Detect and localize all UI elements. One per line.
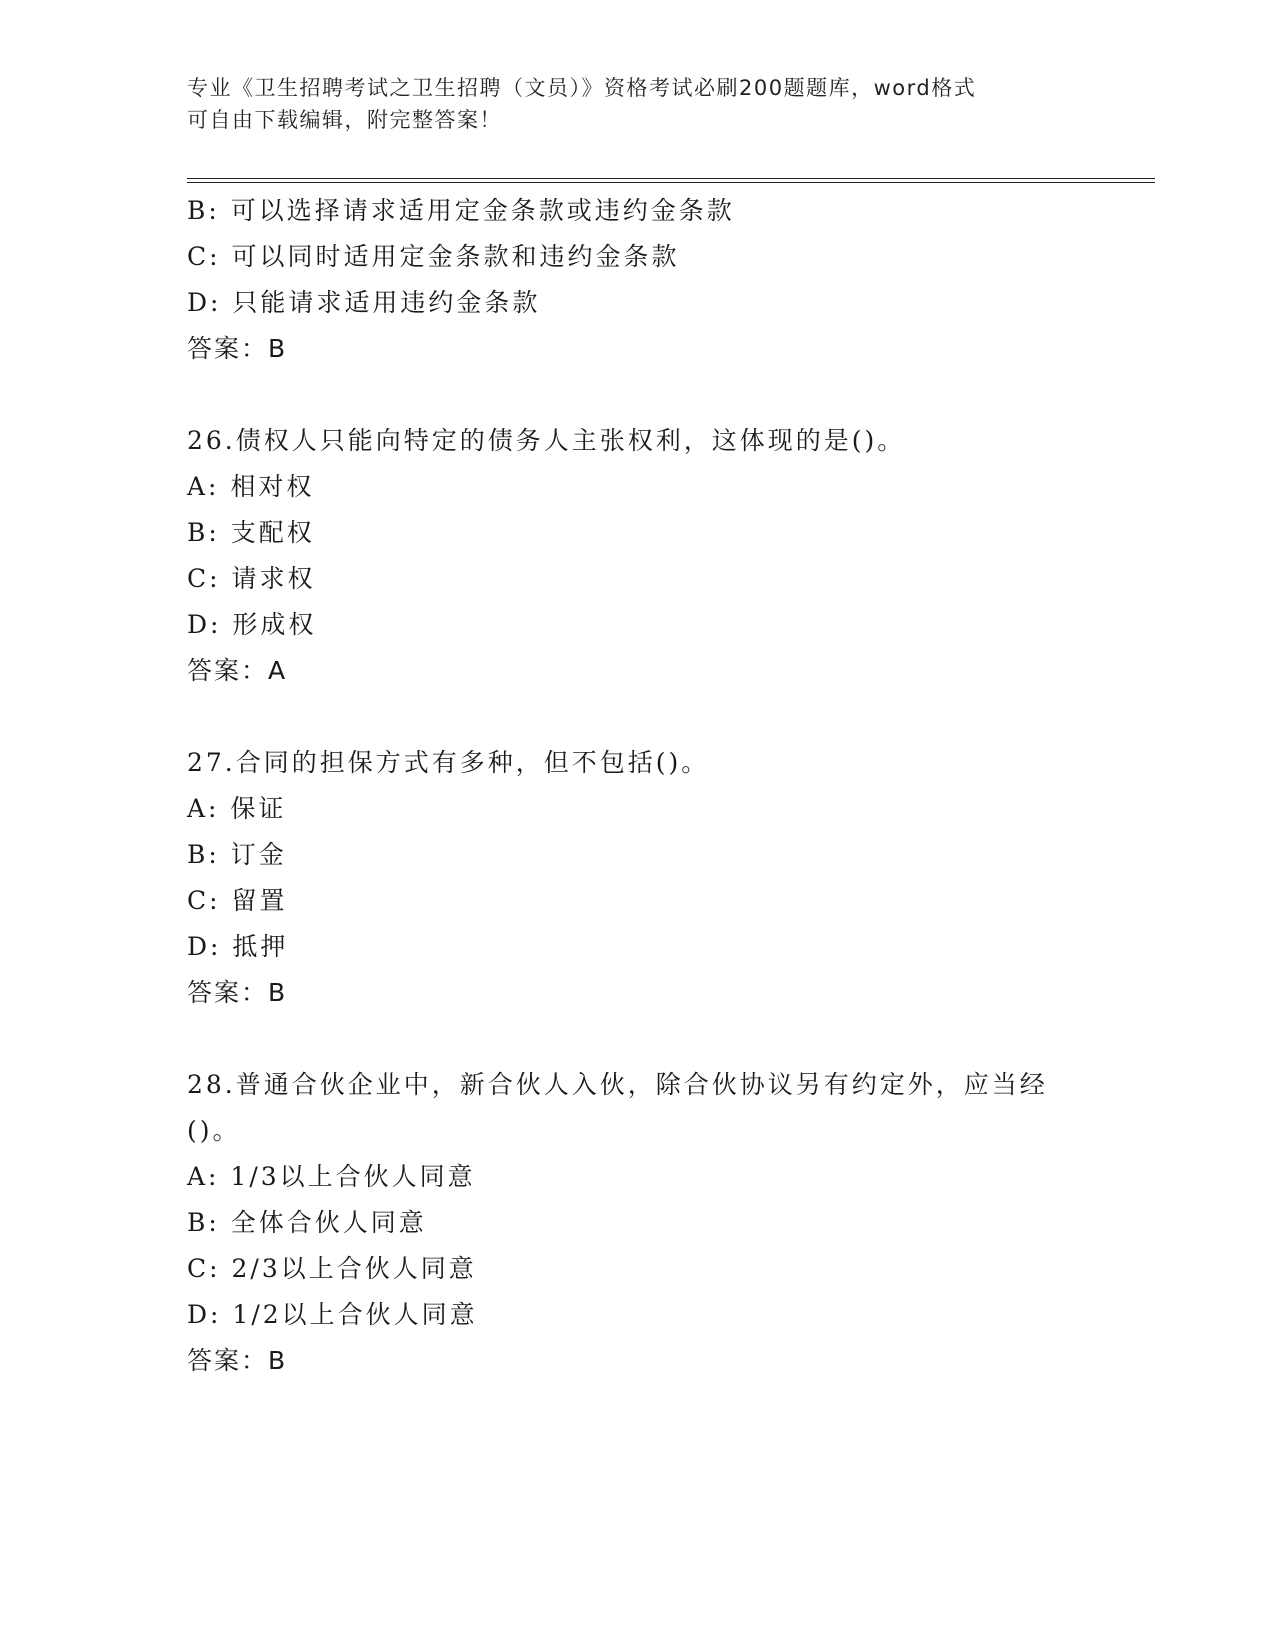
answer: 答案：B: [187, 334, 288, 363]
option-c: C: 可以同时适用定金条款和违约金条款: [187, 242, 680, 271]
spacer: [187, 1016, 1087, 1062]
option-d: D: 只能请求适用违约金条款: [187, 288, 541, 317]
option-a: A: 相对权: [187, 472, 315, 501]
answer: 答案：B: [187, 1346, 288, 1375]
option-d: D: 抵押: [187, 932, 289, 961]
document-header: [187, 72, 1067, 136]
question-text-continued: ()。: [187, 1116, 241, 1145]
option-a: A: 保证: [187, 794, 287, 823]
option-c: C: 请求权: [187, 564, 316, 593]
carryover-block: [187, 188, 1087, 372]
header-line-1: 专业《卫生招聘考试之卫生招聘（文员）》资格考试必刷200题题库，word格式: [187, 76, 977, 100]
header-divider-top: [187, 178, 1155, 179]
option-b: B: 支配权: [187, 518, 315, 547]
option-d: D: 1/2以上合伙人同意: [187, 1300, 478, 1329]
question-text: 27.合同的担保方式有多种，但不包括()。: [187, 748, 710, 777]
question-list: [187, 188, 1087, 1384]
option-d: D: 形成权: [187, 610, 317, 639]
header-line-2: 可自由下载编辑，附完整答案！: [187, 108, 502, 132]
question-text: 26.债权人只能向特定的债务人主张权利，这体现的是()。: [187, 426, 906, 455]
option-b: B: 订金: [187, 840, 287, 869]
option-b: B: 全体合伙人同意: [187, 1208, 427, 1237]
spacer: [187, 372, 1087, 418]
header-divider-bottom: [187, 182, 1155, 183]
answer: 答案：A: [187, 656, 288, 685]
question-text: 28.普通合伙企业中，新合伙人入伙，除合伙协议另有约定外，应当经: [187, 1070, 1048, 1099]
answer: 答案：B: [187, 978, 288, 1007]
option-c: C: 2/3以上合伙人同意: [187, 1254, 477, 1283]
question-26: [187, 418, 1087, 694]
question-27: [187, 740, 1087, 1016]
question-28: [187, 1062, 1087, 1384]
option-c: C: 留置: [187, 886, 288, 915]
spacer: [187, 694, 1087, 740]
option-b: B: 可以选择请求适用定金条款或违约金条款: [187, 196, 735, 225]
option-a: A: 1/3以上合伙人同意: [187, 1162, 476, 1191]
